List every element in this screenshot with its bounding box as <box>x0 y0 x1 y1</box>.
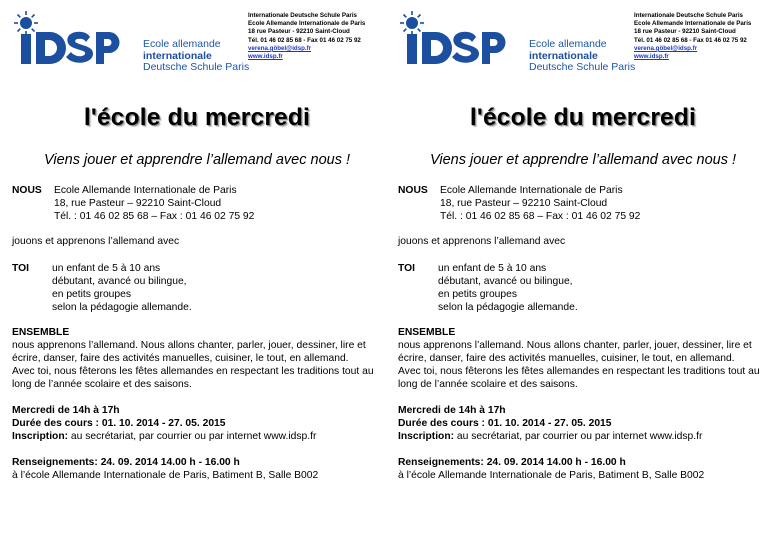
logo-tagline-1: Ecole allemande <box>529 38 607 50</box>
toi-section <box>12 262 382 314</box>
idsp-logo <box>398 10 638 72</box>
info-section <box>12 456 382 482</box>
logo-tagline-2: internationale <box>143 49 212 62</box>
ensemble-line: nous apprenons l’allemand. Nous allons chanter, parler, jouer, dessiner, lire et <box>12 340 366 351</box>
nous-line: Tél. : 01 46 02 85 68 – Fax : 01 46 02 75 92 <box>54 211 255 222</box>
inscription-line <box>398 430 768 443</box>
contact-line: Tél. 01 46 02 85 68 - Fax 01 46 02 75 92 <box>248 36 361 44</box>
toi-line: débutant, avancé ou bilingue, <box>52 276 187 287</box>
ensemble-line: écrire, danser, faire des activités manuelles, cuisiner, le tout, en allemand. <box>12 353 349 364</box>
flyer-right <box>398 0 768 543</box>
flyer-left <box>12 0 382 543</box>
toi-line: un enfant de 5 à 10 ans <box>52 263 161 274</box>
nous-section <box>398 184 768 223</box>
ensemble-line: long de l’année scolaire et des saisons. <box>12 379 192 390</box>
toi-label: TOI <box>398 263 415 274</box>
toi-line: un enfant de 5 à 10 ans <box>438 263 547 274</box>
info-location: à l’école Allemande Internationale de Paris, Batiment B, Salle B002 <box>398 470 705 481</box>
ensemble-line: nous apprenons l’allemand. Nous allons chanter, parler, jouer, dessiner, lire et <box>398 340 752 351</box>
info-date: Renseignements: 24. 09. 2014 14.00 h - 16.00 h <box>12 457 240 468</box>
ensemble-section <box>12 326 382 391</box>
schedule-day: Mercredi de 14h à 17h <box>398 405 506 416</box>
toi-line: débutant, avancé ou bilingue, <box>438 276 573 287</box>
contact-line: Ecole Allemande Internationale de Paris <box>248 20 366 28</box>
info-date: Renseignements: 24. 09. 2014 14.00 h - 16.00 h <box>398 457 626 468</box>
contact-line: 18 rue Pasteur - 92210 Saint-Cloud <box>634 28 736 36</box>
inscription-label: Inscription: <box>12 431 69 442</box>
nous-line: Tél. : 01 46 02 85 68 – Fax : 01 46 02 75 92 <box>440 211 641 222</box>
toi-line: en petits groupes <box>52 289 131 300</box>
contact-line: Ecole Allemande Internationale de Paris <box>634 20 752 28</box>
logo-tagline-1: Ecole allemande <box>143 38 221 50</box>
sun-logo-icon <box>12 10 142 72</box>
nous-label: NOUS <box>398 185 428 196</box>
ensemble-line: long de l’année scolaire et des saisons. <box>398 379 578 390</box>
schedule-duration: Durée des cours : 01. 10. 2014 - 27. 05. 2015 <box>398 418 612 429</box>
schedule-section <box>398 404 768 443</box>
email-link[interactable]: verena.göbel@idsp.fr <box>634 44 698 52</box>
inscription-line <box>12 430 382 443</box>
logo-tagline-3: Deutsche Schule Paris <box>143 61 250 73</box>
subtitle: Viens jouer et apprendre l’allemand avec nous ! <box>429 152 737 168</box>
contact-block <box>634 12 751 61</box>
ensemble-section <box>398 326 768 391</box>
inscription-text: au secrétariat, par courrier ou par internet www.idsp.fr <box>454 431 703 442</box>
contact-line: Internationale Deutsche Schule Paris <box>634 12 744 19</box>
schedule-duration: Durée des cours : 01. 10. 2014 - 27. 05. 2015 <box>12 418 226 429</box>
ensemble-label: ENSEMBLE <box>398 327 456 338</box>
toi-label: TOI <box>12 263 29 274</box>
nous-line: Ecole Allemande Internationale de Paris <box>440 185 623 196</box>
ensemble-line: Avec toi, nous fêterons les fêtes allemandes en respectant les traditions tout au <box>12 366 374 377</box>
page-title: l'école du mercredi <box>469 104 697 131</box>
flyer-body <box>398 184 768 482</box>
email-link[interactable]: verena.göbel@idsp.fr <box>248 44 312 52</box>
nous-line: 18, rue Pasteur – 92210 Saint-Cloud <box>54 198 222 209</box>
inscription-text: au secrétariat, par courrier ou par internet www.idsp.fr <box>68 431 317 442</box>
idsp-logo <box>12 10 252 72</box>
nous-label: NOUS <box>12 185 42 196</box>
toi-line: selon la pédagogie allemande. <box>52 302 192 313</box>
info-location: à l’école Allemande Internationale de Paris, Batiment B, Salle B002 <box>12 470 319 481</box>
flyer-body <box>12 184 382 482</box>
ensemble-line: écrire, danser, faire des activités manuelles, cuisiner, le tout, en allemand. <box>398 353 735 364</box>
jouons-text: jouons et apprenons l’allemand avec <box>12 236 180 247</box>
nous-section <box>12 184 382 223</box>
page-title: l'école du mercredi <box>83 104 311 131</box>
inscription-label: Inscription: <box>398 431 455 442</box>
jouons-text: jouons et apprenons l’allemand avec <box>398 236 566 247</box>
logo-tagline-2: internationale <box>529 49 598 62</box>
website-link[interactable]: www.idsp.fr <box>634 53 669 61</box>
nous-line: 18, rue Pasteur – 92210 Saint-Cloud <box>440 198 608 209</box>
contact-line: Tél. 01 46 02 85 68 - Fax 01 46 02 75 92 <box>634 36 747 44</box>
ensemble-label: ENSEMBLE <box>12 327 70 338</box>
toi-line: en petits groupes <box>438 289 517 300</box>
nous-line: Ecole Allemande Internationale de Paris <box>54 185 237 196</box>
toi-line: selon la pédagogie allemande. <box>438 302 578 313</box>
website-link[interactable]: www.idsp.fr <box>248 53 283 61</box>
schedule-section <box>12 404 382 443</box>
subtitle: Viens jouer et apprendre l’allemand avec nous ! <box>43 152 351 168</box>
contact-block <box>248 12 365 61</box>
contact-line: 18 rue Pasteur - 92210 Saint-Cloud <box>248 28 350 36</box>
contact-line: Internationale Deutsche Schule Paris <box>248 12 358 19</box>
schedule-day: Mercredi de 14h à 17h <box>12 405 120 416</box>
toi-section <box>398 262 768 314</box>
sun-logo-icon <box>398 10 528 72</box>
logo-tagline-3: Deutsche Schule Paris <box>529 61 636 73</box>
info-section <box>398 456 768 482</box>
ensemble-line: Avec toi, nous fêterons les fêtes allemandes en respectant les traditions tout au <box>398 366 760 377</box>
